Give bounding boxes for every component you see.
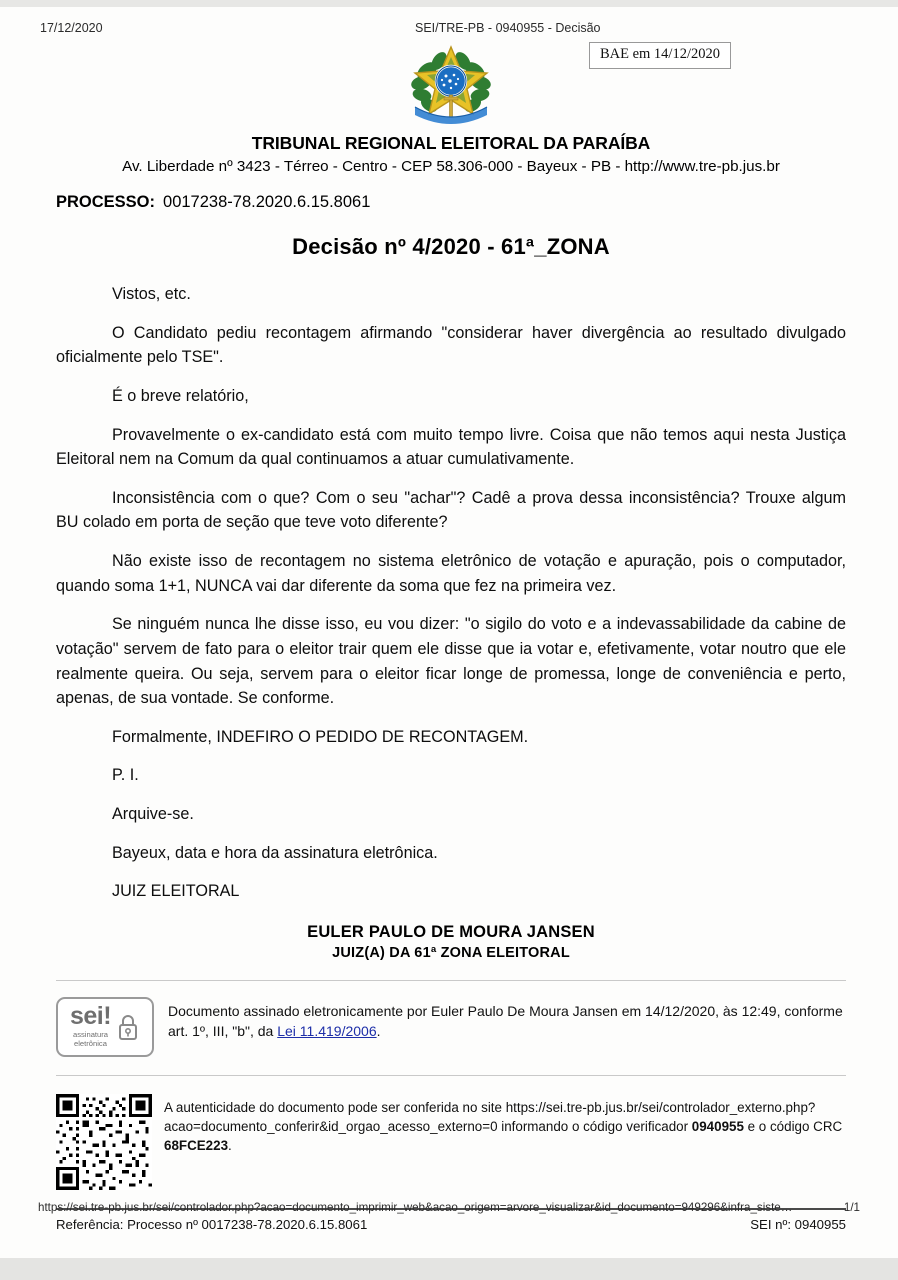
brazil-coat-of-arms-icon <box>409 41 493 133</box>
divider <box>56 1075 846 1076</box>
crc-code: 68FCE223 <box>164 1137 229 1153</box>
signatory-name: EULER PAULO DE MOURA JANSEN <box>307 922 595 941</box>
processo-line <box>56 193 846 212</box>
processo-number: 0017238-78.2020.6.15.8061 <box>163 193 371 211</box>
authenticity-block <box>56 1094 846 1190</box>
page-top-margin <box>0 0 898 7</box>
sei-signature-badge <box>56 997 154 1057</box>
print-footer-page: 1/1 <box>843 1201 860 1214</box>
reference-sei-number: SEI nº: 0940955 <box>750 1216 846 1232</box>
print-footer <box>0 1201 898 1214</box>
organization-address: Av. Liberdade nº 3423 - Térreo - Centro - CEP 58.306-000 - Bayeux - PB - http://www.tre-pb.jus.br <box>122 158 780 175</box>
authenticity-text <box>164 1094 846 1155</box>
body-paragraph: Bayeux, data e hora da assinatura eletrônica. <box>112 843 438 862</box>
processo-label: PROCESSO: <box>56 193 156 211</box>
reference-process: Referência: Processo nº 0017238-78.2020.6.15.8061 <box>56 1216 368 1232</box>
print-footer-url: https://sei.tre-pb.jus.br/sei/controlador.php?acao=documento_imprimir_web&acao_origem=arvore_visualizar&id_documento=949296&infra_siste… <box>38 1201 793 1214</box>
document-title: Decisão nº 4/2020 - 61ª_ZONA <box>292 234 610 259</box>
body-paragraph: Se ninguém nunca lhe disse isso, eu vou dizer: "o sigilo do voto e a indevassabilidade da cabine de votação" servem de fato para o eleitor trair quem ele disse que ia votar e, efetivamente, votar noutro que ele realmente queira. Ou seja, servem para o eleitor ficar longe de promessa, longe de conveniência e perto, apenas, de sua vontade. Se conforme. <box>56 615 846 708</box>
law-link[interactable]: Lei 11.419/2006 <box>277 1022 377 1039</box>
body-paragraph: O Candidato pediu recontagem afirmando "considerar haver divergência ao resultado divulgado oficialmente pelo TSE". <box>56 323 846 367</box>
page-bottom-margin <box>0 1258 898 1280</box>
document-body <box>56 282 846 904</box>
signature-block <box>56 922 846 962</box>
body-paragraph: Não existe isso de recontagem no sistema eletrônico de votação e apuração, pois o computador, quando soma 1+1, NUNCA vai dar diferente da soma que fez na primeira vez. <box>56 552 846 595</box>
authenticity-text-part3: . <box>228 1137 232 1153</box>
divider <box>56 980 846 981</box>
qr-code-icon <box>56 1094 152 1190</box>
sei-logo-text: sei! <box>69 1002 112 1031</box>
reference-footer <box>56 1217 846 1232</box>
electronic-signature-notice <box>56 997 846 1057</box>
body-paragraph: É o breve relatório, <box>112 386 249 405</box>
authenticity-text-part2: e o código CRC <box>743 1118 843 1134</box>
authenticity-text-part1: A autenticidade do documento pode ser conferida no site https://sei.tre-pb.jus.br/sei/controlador_externo.php?acao=documento_conferir&id_orgao_acesso_externo=0 informando o código verificador <box>164 1099 816 1134</box>
signature-notice-text-after: . <box>376 1022 381 1039</box>
signature-notice-text <box>168 997 846 1042</box>
page-sheet-inner <box>0 7 898 1258</box>
letterhead-emblem-row <box>56 39 846 135</box>
print-header <box>0 7 898 39</box>
body-paragraph: Inconsistência com o que? Com o seu "achar"? Cadê a prova dessa inconsistência? Trouxe algum BU colado em porta de seção que teve voto diferente? <box>56 488 846 532</box>
print-header-date: 17/12/2020 <box>40 21 103 35</box>
body-paragraph: Provavelmente o ex-candidato está com muito tempo livre. Coisa que não temos aqui nesta Justiça Eleitoral nem na Comum da qual continuamos a atuar cumulativamente. <box>56 425 846 469</box>
bae-stamp-text: BAE em 14/12/2020 <box>599 46 720 62</box>
bae-stamp-box <box>589 42 731 69</box>
body-paragraph: Formalmente, INDEFIRO O PEDIDO DE RECONTAGEM. <box>112 727 529 746</box>
verification-code: 0940955 <box>691 1118 744 1134</box>
body-paragraph: P. I. <box>112 766 139 785</box>
document-content <box>0 39 898 1232</box>
body-paragraph: Vistos, etc. <box>112 285 191 303</box>
signatory-role: JUIZ(A) DA 61ª ZONA ELEITORAL <box>332 944 570 961</box>
organization-name: TRIBUNAL REGIONAL ELEITORAL DA PARAÍBA <box>251 133 651 153</box>
padlock-icon <box>116 1011 140 1043</box>
sei-wordmark <box>69 1002 112 1048</box>
sei-badge-subtitle-line1: assinatura <box>72 1030 109 1039</box>
body-paragraph: JUIZ ELEITORAL <box>112 882 240 901</box>
body-paragraph: Arquive-se. <box>112 805 194 823</box>
sei-badge-subtitle-line2: eletrônica <box>74 1038 107 1048</box>
print-header-title: SEI/TRE-PB - 0940955 - Decisão <box>415 21 601 35</box>
signature-notice-text-before: Documento assinado eletronicamente por Euler Paulo De Moura Jansen em 14/12/2020, às 12:49, conforme art. 1º, III, "b", da <box>168 1002 843 1039</box>
